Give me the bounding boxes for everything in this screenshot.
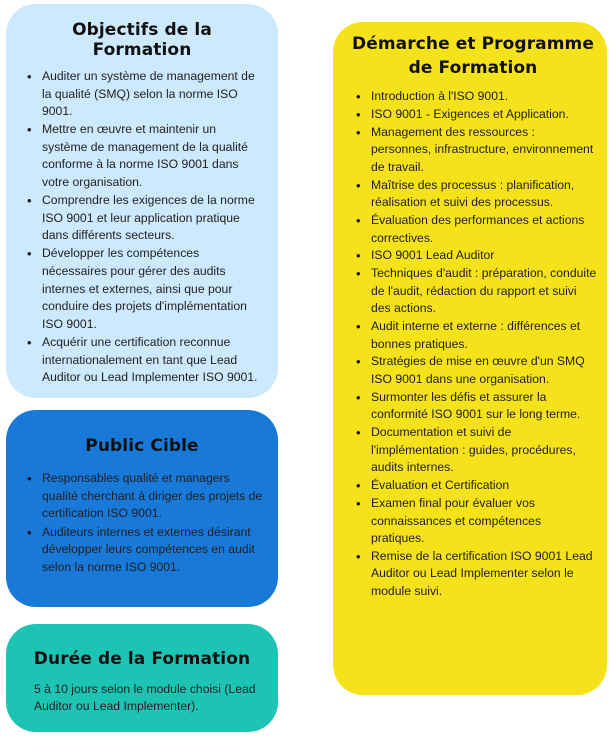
list-item: • Développer les compétences nécessaires pour gérer des audits internes et externes, ainsi que pour conduire des projets d'implémentation ISO 9001. [20, 245, 258, 333]
list-item: • Stratégies de mise en œuvre d'un SMQ ISO 9001 dans une organisation. [349, 353, 597, 388]
list-item: • ISO 9001 Lead Auditor [349, 247, 597, 265]
list-item: • Maîtrise des processus : planification, réalisation et suivi des processus. [349, 177, 597, 212]
duree-text: 5 à 10 jours selon le module choisi (Lead Auditor ou Lead Implementer). [34, 682, 256, 713]
list-item: • Évaluation et Certification [349, 477, 597, 495]
list-item: • Techniques d'audit : préparation, conduite de l'audit, rédaction du rapport et suivi des actions. [349, 265, 597, 318]
list-item: • Audit interne et externe : différences et bonnes pratiques. [349, 318, 597, 353]
list-item: • Responsables qualité et managers qualité cherchant à diriger des projets de certification ISO 9001. [20, 470, 264, 523]
objectifs-card [6, 4, 278, 398]
list-item: • Comprendre les exigences de la norme ISO 9001 et leur application pratique dans différents secteurs. [20, 192, 258, 245]
duree-title: Durée de la Formation [33, 649, 251, 669]
demarche-list [349, 88, 597, 601]
objectifs-list [20, 68, 264, 387]
list-item: • Auditer un système de management de la qualité (SMQ) selon la norme ISO 9001. [20, 68, 258, 121]
list-item: • Remise de la certification ISO 9001 Lead Auditor ou Lead Implementer selon le module suivi. [349, 548, 597, 601]
list-item: • ISO 9001 - Exigences et Application. [349, 106, 597, 124]
list-item: • Management des ressources : personnes, infrastructure, environnement de travail. [349, 124, 597, 177]
objectifs-title: Objectifs de la Formation [72, 20, 212, 60]
list-item: • Surmonter les défis et assurer la conformité ISO 9001 sur le long terme. [349, 389, 597, 424]
list-item: • Mettre en œuvre et maintenir un système de management de la qualité conforme à la norme ISO 9001 dans votre organisation. [20, 121, 258, 191]
list-item: • Auditeurs internes et externes désirant développer leurs compétences en audit selon la norme ISO 9001. [20, 524, 264, 577]
public-cible-list [20, 470, 264, 577]
list-item: • Acquérir une certification reconnue internationalement en tant que Lead Auditor ou Lead Implementer ISO 9001. [20, 334, 258, 387]
list-item: • Introduction à l'ISO 9001. [349, 88, 597, 106]
duree-card [6, 624, 278, 732]
list-item: • Documentation et suivi de l'implémentation : guides, procédures, audits internes. [349, 424, 597, 477]
list-item: • Évaluation des performances et actions correctives. [349, 212, 597, 247]
demarche-title: Démarche et Programme de Formation [351, 34, 595, 78]
demarche-card [333, 22, 607, 695]
public-cible-card [6, 410, 278, 607]
public-cible-title: Public Cible [85, 436, 199, 456]
list-item: • Examen final pour évaluer vos connaissances et compétences pratiques. [349, 495, 597, 548]
